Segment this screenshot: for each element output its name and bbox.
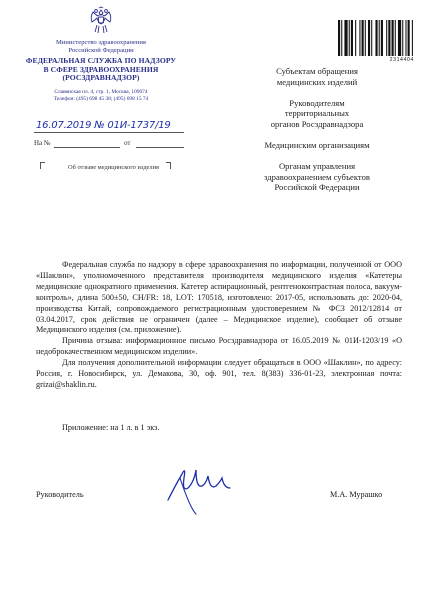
barcode-bar (368, 20, 370, 56)
reference-line (34, 139, 194, 151)
signatory-name: М.А. Мурашко (330, 490, 383, 499)
body-paragraph-3: Для получения дополнительной информации следует обращаться в ООО «Шаклин», по адресу: Россия, г. Новосибирск, ул. Демакова, 30, оф. 901, тел. 8(383) 336-01-23, электронная почта: grizai@shaklin.ru. (36, 358, 402, 389)
barcode-bar (381, 20, 383, 56)
agency-line-3: (РОСЗДРАВНАДЗОР) (62, 73, 140, 83)
attachment-note: Приложение: на 1 л. в 1 экз. (62, 423, 160, 432)
barcode-bar (398, 20, 401, 56)
recipient-line: здравоохранением субъектов (264, 171, 370, 182)
body-paragraph-2: Причина отзыва: информационное письмо Росздравнадзора от 16.05.2019 № 01И-1203/19 «О недоброкачественном медицинском изделии». (36, 336, 402, 357)
subject-bracket-right (166, 162, 171, 169)
barcode-bar (349, 20, 350, 56)
registration-date-number: 16.07.2019 № 01И-1737/19 (36, 120, 171, 131)
barcode-bar (371, 20, 372, 56)
subject-bracket-left (40, 162, 45, 169)
letter-subject: Об отзыве медицинского изделия (68, 164, 159, 171)
registration-line (34, 120, 194, 134)
recipient-line: территориальных (284, 108, 350, 119)
na-label: На № (34, 139, 51, 147)
barcode-bar (351, 20, 353, 56)
recipient-line: Органам управления (278, 160, 356, 171)
handwritten-signature (160, 448, 250, 518)
barcode-bar (365, 20, 366, 56)
ministry-name: Министерство здравоохранения Российской Федерации (56, 39, 146, 54)
recipient-line: Руководителям (289, 97, 345, 108)
signatory-role: Руководитель (36, 490, 84, 499)
recipient-line: Медицинским организациям (264, 139, 370, 150)
barcode-bar (392, 20, 394, 56)
barcode-bar (386, 20, 387, 56)
barcode-bar (344, 20, 347, 56)
agency-line-2: В СФЕРЕ ЗДРАВООХРАНЕНИЯ (43, 64, 159, 74)
recipient-line: Субъектам обращения (276, 66, 358, 76)
barcode-bar (402, 20, 403, 56)
na-underline (54, 147, 120, 148)
ot-underline (136, 147, 184, 148)
barcode-number: 2314404 (389, 57, 414, 63)
sender-header (18, 39, 184, 103)
body-paragraph-1: Федеральная служба по надзору в сфере здравоохранения по информации, полученной от ООО «Шаклин», уполномоченного представителя производителя медицинского изделия «Катетеры медицинские однократного применения. Катетер аспирационный, рентгеноконтрастная полоса, вакуум-контроль», длина 500±50, CH/FR: 18, LOT: 170518, изготовлено: 2017-05, использовать до: 2020-04, производства Китай, сопровождаемого регистрационным удостоверением № ФСЗ 2012/12814 от 03.04.2017, срок действия не ограничен (далее – Медицинское изделие), сообщает об отзыве Медицинского изделия (см. приложение). (36, 260, 402, 335)
letter-body (36, 260, 402, 391)
sender-address (18, 89, 184, 103)
barcode-bar (388, 20, 390, 56)
barcode-bar (405, 20, 406, 56)
double-headed-eagle-icon (87, 6, 115, 36)
barcode-bar (355, 20, 356, 56)
recipient-group (224, 140, 410, 151)
agency-line-1: ФЕДЕРАЛЬНАЯ СЛУЖБА ПО НАДЗОРУ (25, 56, 177, 66)
address-phone: Телефон: (495) 698 45 38; (495) 698 15 74 (53, 95, 149, 102)
recipient-line: медицинских изделий (276, 76, 358, 87)
barcode-bar (408, 20, 410, 56)
barcode-bar (412, 20, 413, 56)
address-line-1: Славянская пл. 4, стр. 1, Москва, 109074 (54, 88, 148, 95)
barcode-bar (362, 20, 364, 56)
ot-label: от (124, 139, 131, 147)
registration-underline (34, 132, 184, 133)
recipient-line: органов Росздравнадзора (270, 119, 364, 130)
barcode-bar (375, 20, 377, 56)
recipient-line: Российской Федерации (274, 182, 360, 193)
barcode (338, 20, 414, 56)
barcode-bar (395, 20, 396, 56)
recipients-block (224, 66, 410, 203)
barcode-bar (338, 20, 340, 56)
barcode-bar (379, 20, 380, 56)
agency-name (18, 57, 184, 83)
recipient-group (224, 66, 410, 88)
barcode-bar (341, 20, 342, 56)
barcode-bar (359, 20, 360, 56)
recipient-group (224, 161, 410, 193)
recipient-group (224, 98, 410, 130)
